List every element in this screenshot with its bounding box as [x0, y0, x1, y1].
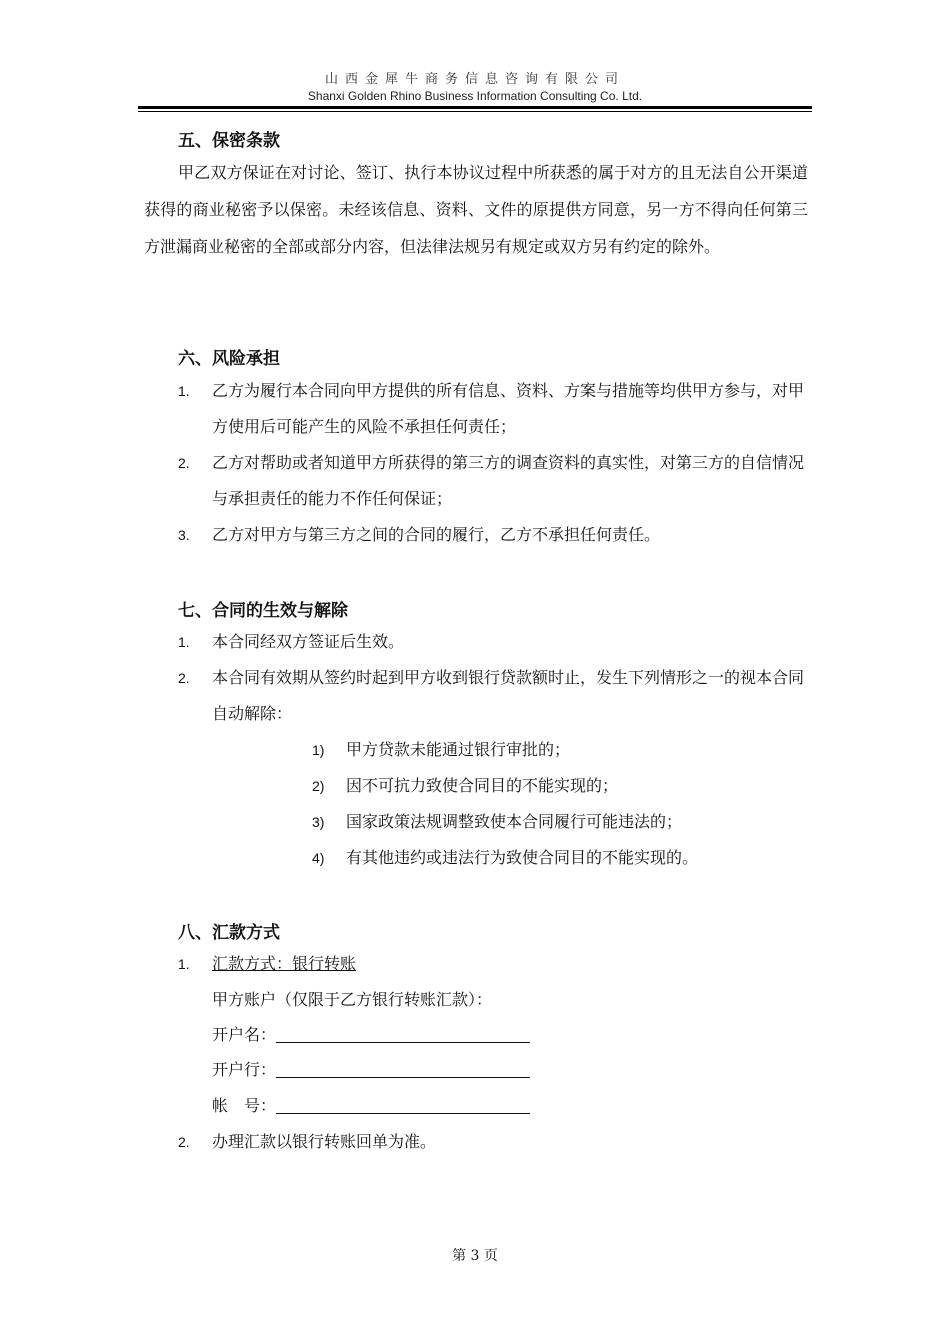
section5-title: 五、保密条款: [178, 131, 280, 151]
account-intro: 甲方账户（仅限于乙方银行转账汇款）：: [212, 990, 493, 1009]
header-company-en: Shanxi Golden Rhino Business Information Consulting Co. Ltd.: [307, 89, 643, 103]
list-text: 本合同经双方签证后生效。: [212, 632, 405, 651]
page-number: 第 3 页: [452, 1248, 498, 1264]
account-no-row: [212, 1088, 530, 1124]
list-number: 1.: [178, 383, 190, 399]
sublist-number: 1): [312, 742, 325, 758]
sublist-number: 4): [312, 850, 325, 866]
section7-item-2: [178, 660, 810, 732]
section7-subitem-2: [312, 768, 618, 804]
list-text: 办理汇款以银行转账回单为准。: [212, 1132, 437, 1151]
list-number: 2.: [178, 670, 190, 686]
sublist-number: 2): [312, 778, 325, 794]
sublist-number: 3): [312, 814, 325, 830]
account-no-blank: [276, 1095, 530, 1114]
sublist-text: 国家政策法规调整致使本合同履行可能违法的；: [346, 812, 683, 831]
account-name-label: 开户名：: [212, 1025, 277, 1044]
section8-item-2: [178, 1124, 810, 1160]
list-number: 1.: [178, 634, 190, 650]
list-number: 3.: [178, 527, 190, 543]
bank-label: 开户行：: [212, 1060, 277, 1079]
list-text: 乙方对甲方与第三方之间的合同的履行，乙方不承担任何责任。: [212, 525, 661, 544]
list-text: 汇款方式：银行转账: [212, 954, 357, 973]
sublist-text: 有其他违约或违法行为致使合同目的不能实现的。: [346, 848, 699, 867]
sublist-text: 甲方贷款未能通过银行审批的；: [346, 740, 571, 759]
header-rule-thin: [138, 111, 812, 112]
section7-subitem-4: [312, 840, 698, 876]
list-number: 2.: [178, 1134, 190, 1150]
list-text: 乙方对帮助或者知道甲方所获得的第三方的调查资料的真实性，对第三方的自信情况与承担责任的能力不作任何保证；: [212, 453, 805, 508]
section6-item-1: [178, 373, 810, 445]
list-text: 本合同有效期从签约时起到甲方收到银行贷款额时止，发生下列情形之一的视本合同自动解除：: [212, 668, 805, 723]
account-name-row: [212, 1017, 530, 1053]
section6-item-3: [178, 517, 810, 553]
header-company-cn: 山西金犀牛商务信息咨询有限公司: [324, 72, 625, 87]
bank-row: [212, 1052, 530, 1088]
list-number: 1.: [178, 956, 190, 972]
section5-paragraph: 甲乙双方保证在对讨论、签订、执行本协议过程中所获悉的属于对方的且无法自公开渠道获得的商业秘密予以保密。未经该信息、资料、文件的原提供方同意，另一方不得向任何第三方泄漏商业秘密的全部或部分内容，但法律法规另有规定或双方另有约定的除外。: [144, 163, 808, 256]
section7-subitem-3: [312, 804, 682, 840]
section6-item-2: [178, 445, 810, 517]
section7-subitem-1: [312, 732, 570, 768]
section8-title: 八、汇款方式: [178, 923, 280, 943]
account-name-blank: [276, 1024, 530, 1043]
bank-blank: [276, 1059, 530, 1078]
section7-item-1: [178, 624, 810, 660]
header-rule-thick: [138, 106, 812, 109]
list-number: 2.: [178, 455, 190, 471]
section6-title: 六、风险承担: [178, 349, 280, 369]
section8-item-1: [178, 946, 810, 982]
account-no-label: 帐 号：: [212, 1096, 277, 1115]
sublist-text: 因不可抗力致使合同目的不能实现的；: [346, 776, 619, 795]
section7-title: 七、合同的生效与解除: [178, 601, 348, 621]
list-text: 乙方为履行本合同向甲方提供的所有信息、资料、方案与措施等均供甲方参与，对甲方使用后可能产生的风险不承担任何责任；: [212, 381, 805, 436]
